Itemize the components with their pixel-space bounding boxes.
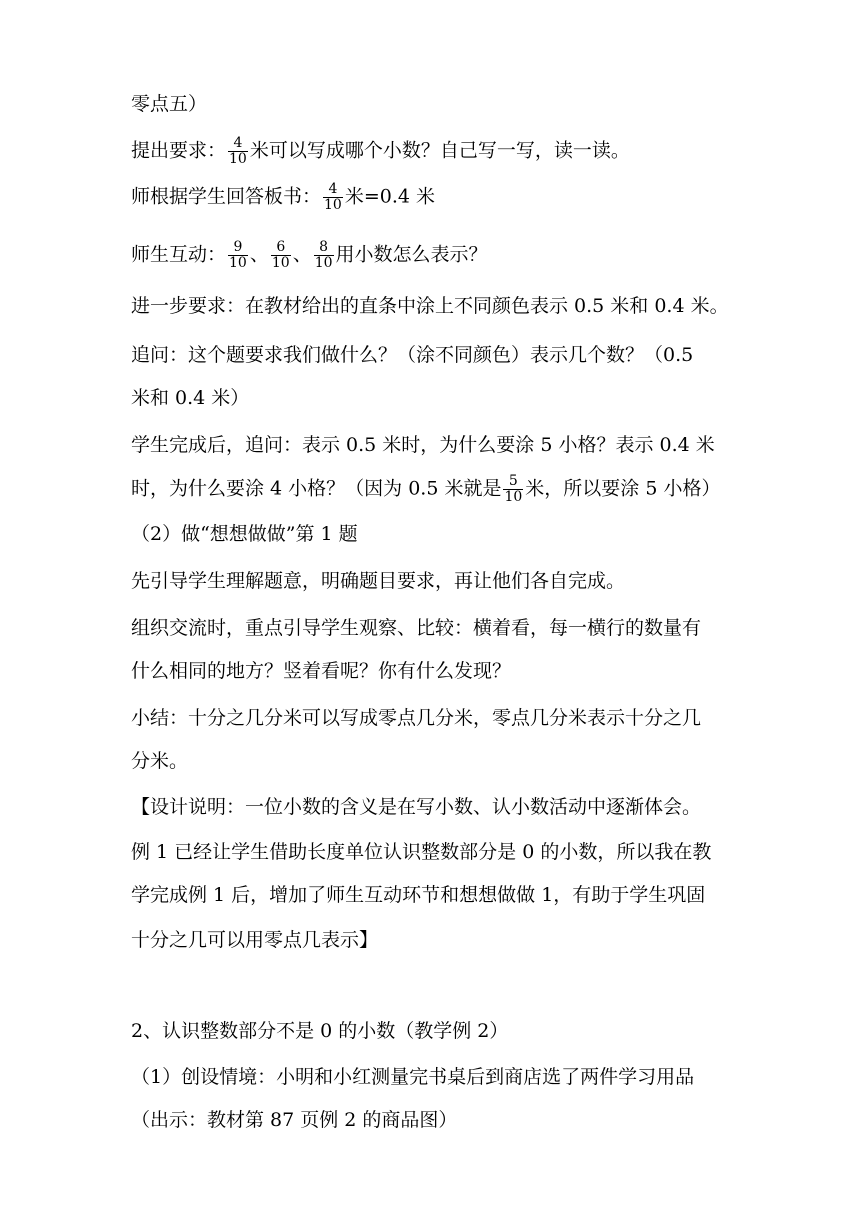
text-line: （出示：教材第 87 页例 2 的商品图）: [131, 1109, 458, 1131]
text-line: 分米。: [131, 750, 189, 772]
fraction-denominator: 10: [229, 151, 247, 167]
separator: 、: [292, 243, 312, 266]
text-line-with-fraction: [131, 474, 720, 505]
separator: 、: [249, 243, 269, 266]
line-text: 时，为什么要涂 4 小格？（因为 0.5 米就是: [131, 477, 502, 500]
fraction: [314, 240, 334, 271]
fraction: [228, 136, 248, 167]
fraction-numerator: 4: [328, 181, 338, 197]
fraction-numerator: 8: [319, 239, 329, 255]
text-line: 进一步要求：在教材给出的直条中涂上不同颜色表示 0.5 米和 0.4 米。: [131, 295, 729, 317]
fraction: [228, 240, 248, 271]
text-line: （1）创设情境：小明和小红测量完书桌后到商店选了两件学习用品: [131, 1066, 695, 1088]
text-line: 十分之几可以用零点几表示】: [131, 929, 379, 951]
text-line: 学完成例 1 后，增加了师生互动环节和想想做做 1，有助于学生巩固: [131, 884, 706, 906]
fraction: [323, 182, 343, 213]
fraction-numerator: 9: [233, 239, 243, 255]
fraction: [271, 240, 291, 271]
text-line-with-fraction: [131, 136, 630, 167]
text-line-with-fractions: [131, 240, 488, 271]
line-text: 米可以写成哪个小数？自己写一写，读一读。: [249, 139, 630, 162]
fraction-denominator: 10: [271, 255, 290, 271]
text-line: （2）做“想想做做”第 1 题: [131, 523, 358, 545]
text-line: 先引导学生理解题意，明确题目要求，再让他们各自完成。: [131, 570, 626, 592]
fraction: [503, 474, 523, 505]
text-line: 零点五）: [131, 93, 208, 115]
text-line: 追问：这个题要求我们做什么？（涂不同颜色）表示几个数？（0.5: [131, 344, 694, 366]
fraction-denominator: 10: [504, 489, 523, 505]
line-text: 米，所以要涂 5 小格）: [525, 477, 721, 500]
text-line: 小结：十分之几分米可以写成零点几分米，零点几分米表示十分之几: [131, 707, 702, 729]
text-line: 2、认识整数部分不是 0 的小数（教学例 2）: [131, 1020, 509, 1042]
fraction-denominator: 10: [314, 255, 333, 271]
fraction-denominator: 10: [229, 255, 247, 271]
text-line: 学生完成后，追问：表示 0.5 米时，为什么要涂 5 小格？表示 0.4 米: [131, 434, 715, 456]
fraction-numerator: 6: [276, 239, 286, 255]
fraction-numerator: 5: [508, 473, 518, 489]
line-text: 米=0.4 米: [344, 185, 436, 208]
text-line-with-fraction: [131, 182, 435, 213]
line-text: 提出要求：: [131, 139, 227, 162]
text-line: 什么相同的地方？竖着看呢？你有什么发现？: [131, 660, 512, 682]
line-text: 用小数怎么表示？: [335, 243, 488, 266]
fraction-denominator: 10: [324, 197, 342, 213]
text-line: 例 1 已经让学生借助长度单位认识整数部分是 0 的小数，所以我在教: [131, 841, 712, 863]
text-line: 【设计说明：一位小数的含义是在写小数、认小数活动中逐渐体会。: [131, 796, 702, 818]
fraction-numerator: 4: [233, 135, 243, 151]
text-line: 米和 0.4 米）: [131, 387, 250, 409]
line-text: 师生互动：: [131, 243, 227, 266]
line-text: 师根据学生回答板书：: [131, 185, 322, 208]
text-line: 组织交流时，重点引导学生观察、比较：横着看，每一横行的数量有: [131, 617, 702, 639]
